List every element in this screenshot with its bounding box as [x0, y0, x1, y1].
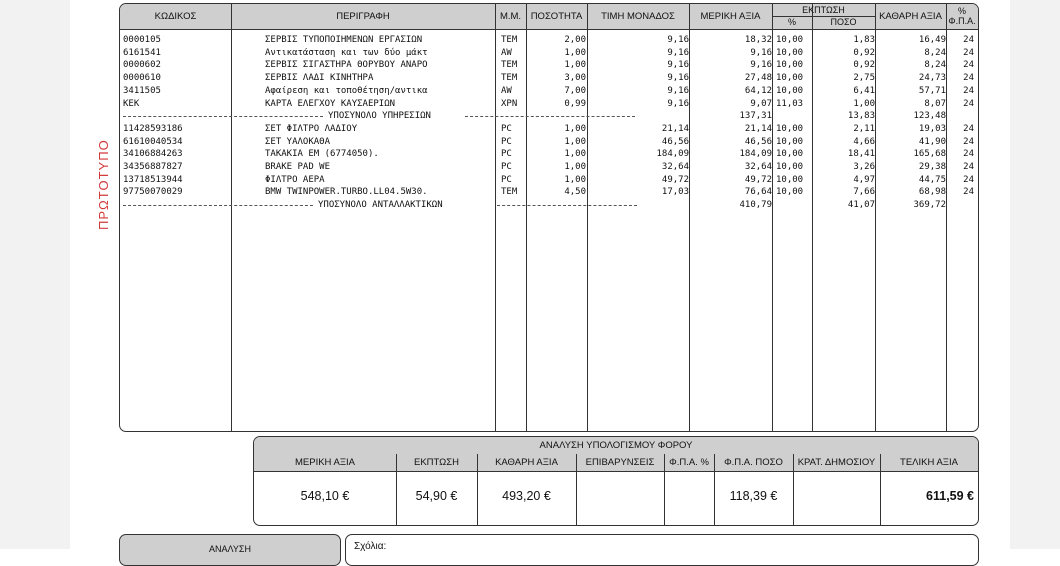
cell-dpct: 10,00 [776, 136, 804, 147]
tax-divider [664, 454, 665, 525]
table-row [120, 123, 978, 136]
subtotal-damt: 13,83 [847, 111, 875, 122]
cell-price: 9,16 [667, 35, 689, 45]
header-vat-pct-top: % [957, 6, 966, 16]
cell-desc: Αφαίρεση και τοποθέτηση/αντικα [265, 85, 428, 96]
tax-col-partial: ΜΕΡΙΚΗ ΑΞΙΑ [294, 457, 356, 468]
cell-partial: 9,07 [750, 98, 772, 109]
cell-dpct: 11,03 [776, 98, 804, 109]
cell-desc: ΣΕΡΒΙΣ ΛΑΔΙ ΚΙΝΗΤΗΡΑ [265, 73, 374, 84]
cell-net: 41,90 [918, 136, 946, 147]
table-row [120, 186, 978, 199]
table-row [120, 59, 978, 72]
cell-vat: 24 [963, 187, 974, 198]
cell-damt: 0,92 [853, 60, 875, 71]
cell-price: 32,64 [661, 162, 689, 172]
cell-net: 16,49 [918, 35, 946, 45]
cell-price: 9,16 [667, 73, 689, 84]
table-row [120, 47, 978, 60]
tax-analysis-box [253, 436, 979, 526]
header-code: ΚΩΔΙΚΟΣ [154, 11, 197, 22]
cell-vat: 24 [963, 60, 974, 71]
cell-vat: 24 [963, 98, 974, 109]
tax-value-total: 611,59 € [926, 489, 974, 503]
cell-qty: 1,00 [564, 60, 586, 71]
cell-qty: 1,00 [564, 162, 586, 172]
cell-damt: 6,41 [853, 85, 875, 96]
cell-qty: 1,00 [564, 174, 586, 185]
cell-dpct: 10,00 [776, 162, 804, 172]
tax-col-net: ΚΑΘΑΡΗ ΑΞΙΑ [495, 457, 558, 468]
cell-price: 9,16 [667, 98, 689, 109]
cell-damt: 2,11 [853, 123, 875, 134]
cell-desc: ΤΑΚΑΚΙΑ ΕΜ (6774050). [265, 149, 379, 160]
cell-dpct: 10,00 [776, 187, 804, 198]
header-net-value: ΚΑΘΑΡΗ ΑΞΙΑ [879, 11, 942, 22]
tax-analysis-title: ΑΝΑΛΥΣΗ ΥΠΟΛΟΓΙΣΜΟΥ ΦΟΡΟΥ [254, 437, 978, 455]
cell-net: 29,38 [918, 162, 946, 172]
cell-dpct: 10,00 [776, 174, 804, 185]
cell-unit: AW [501, 85, 512, 96]
cell-desc: ΚΑΡΤΑ ΕΛΕΓΧΟΥ ΚΑΥΣΑΕΡΙΩΝ [265, 98, 396, 109]
cell-desc: ΦΙΛΤΡΟ ΑΕΡΑ [265, 174, 325, 185]
tax-col-charges: ΕΠΙΒΑΡΥΝΣΕΙΣ [585, 457, 655, 468]
cell-desc: BRAKE PAD WE [265, 162, 331, 172]
cell-code: 97750070029 [123, 187, 183, 198]
cell-qty: 1,00 [564, 47, 586, 58]
cell-unit: PC [501, 123, 512, 134]
notes-label: Σχόλια: [354, 541, 387, 552]
cell-damt: 1,83 [853, 35, 875, 45]
cell-dpct: 10,00 [776, 47, 804, 58]
table-row [120, 136, 978, 149]
header-discount-amount: ΠΟΣΟ [830, 17, 857, 27]
cell-net: 24,73 [918, 73, 946, 84]
cell-unit: ΧΡΝ [501, 98, 518, 109]
cell-unit: ΤΕΜ [501, 73, 518, 84]
cell-code: 13718513944 [123, 174, 183, 185]
header-discount-pct: % [787, 17, 796, 27]
analysis-label: ΑΝΑΛΥΣΗ [209, 544, 251, 554]
dashed-rule [497, 205, 637, 206]
table-row [120, 34, 978, 47]
cell-price: 184,09 [656, 149, 689, 160]
cell-partial: 18,32 [744, 35, 772, 45]
cell-damt: 3,26 [853, 162, 875, 172]
cell-code: 3411505 [123, 85, 161, 96]
header-vat-pct-bottom: Φ.Π.Α. [948, 16, 976, 26]
cell-partial: 184,09 [739, 149, 772, 160]
table-row [120, 85, 978, 98]
header-unit-price: ΤΙΜΗ ΜΟΝΑΔΟΣ [601, 11, 675, 22]
table-row [120, 148, 978, 161]
cell-net: 44,75 [918, 174, 946, 185]
items-table [119, 3, 979, 432]
cell-vat: 24 [963, 174, 974, 185]
header-quantity: ΠΟΣΟΤΗΤΑ [530, 11, 583, 22]
cell-vat: 24 [963, 47, 974, 58]
header-partial-value: ΜΕΡΙΚΗ ΑΞΙΑ [700, 11, 761, 22]
cell-code: 0000105 [123, 35, 161, 45]
cell-damt: 2,75 [853, 73, 875, 84]
original-stamp: ΠΡΩΤΟΤΥΠΟ [96, 139, 111, 230]
cell-dpct: 10,00 [776, 149, 804, 160]
cell-net: 8,24 [924, 60, 946, 71]
cell-dpct: 10,00 [776, 35, 804, 45]
dashed-rule [123, 116, 323, 117]
cell-price: 21,14 [661, 123, 689, 134]
cell-net: 57,71 [918, 85, 946, 96]
cell-qty: 1,00 [564, 136, 586, 147]
cell-unit: ΤΕΜ [501, 35, 518, 45]
cell-code: 34356887827 [123, 162, 183, 172]
cell-vat: 24 [963, 149, 974, 160]
cell-desc: ΣΕΤ ΥΑΛΟΚΑΘΑ [265, 136, 331, 147]
cell-damt: 4,66 [853, 136, 875, 147]
tax-value-discount: 54,90 € [415, 489, 458, 503]
cell-code: 0000602 [123, 60, 161, 71]
cell-unit: PC [501, 174, 512, 185]
tax-divider [793, 454, 794, 525]
cell-unit: ΤΕΜ [501, 60, 518, 71]
tax-col-vat-pct: Φ.Π.Α. % [669, 457, 709, 468]
cell-partial: 32,64 [744, 162, 772, 172]
cell-code: 0000610 [123, 73, 161, 84]
notes-box [345, 534, 979, 566]
tax-analysis-header [254, 454, 978, 472]
cell-net: 19,03 [918, 123, 946, 134]
table-row [120, 98, 978, 111]
table-row [120, 72, 978, 85]
cell-partial: 27,48 [744, 73, 772, 84]
dashed-rule [465, 116, 635, 117]
cell-qty: 1,00 [564, 149, 586, 160]
tax-value-partial: 548,10 € [300, 489, 350, 503]
cell-desc: ΣΕΡΒΙΣ ΤΥΠΟΠΟΙΗΜΕΝΩΝ ΕΡΓΑΣΙΩΝ [265, 35, 423, 45]
cell-unit: AW [501, 47, 512, 58]
cell-net: 8,07 [924, 98, 946, 109]
cell-code: 34106884263 [123, 149, 183, 160]
cell-qty: 3,00 [564, 73, 586, 84]
cell-partial: 64,12 [744, 85, 772, 96]
cell-qty: 0,99 [564, 98, 586, 109]
cell-partial: 76,64 [744, 187, 772, 198]
cell-net: 8,24 [924, 47, 946, 58]
tax-col-total: ΤΕΛΙΚΗ ΑΞΙΑ [900, 457, 958, 468]
cell-dpct: 10,00 [776, 123, 804, 134]
cell-code: ΚΕΚ [123, 98, 140, 109]
subtotal-partial: 137,31 [739, 111, 772, 122]
cell-vat: 24 [963, 85, 974, 96]
cell-price: 49,72 [661, 174, 689, 185]
cell-partial: 9,16 [750, 60, 772, 71]
tax-divider [576, 454, 577, 525]
right-margin [1010, 0, 1060, 549]
header-description: ΠΕΡΙΓΡΑΦΗ [336, 11, 390, 22]
cell-price: 9,16 [667, 85, 689, 96]
cell-qty: 7,00 [564, 85, 586, 96]
header-unit: Μ.Μ. [499, 11, 522, 22]
subtotal-services [120, 110, 978, 123]
cell-price: 9,16 [667, 47, 689, 58]
cell-partial: 21,14 [744, 123, 772, 134]
cell-vat: 24 [963, 73, 974, 84]
tax-value-net: 493,20 € [502, 489, 551, 503]
cell-dpct: 10,00 [776, 85, 804, 96]
subtotal-label: ΥΠΟΣΥΝΟΛΟ ΥΠΗΡΕΣΙΩΝ [328, 111, 431, 122]
cell-price: 46,56 [661, 136, 689, 147]
cell-qty: 2,00 [564, 35, 586, 45]
cell-dpct: 10,00 [776, 73, 804, 84]
subtotal-net: 123,48 [913, 111, 946, 122]
cell-desc: Αντικατάσταση και των δύο μάκτ [265, 47, 428, 58]
cell-code: 11428593186 [123, 123, 183, 134]
cell-unit: PC [501, 136, 512, 147]
tax-col-vat-amount: Φ.Π.Α. ΠΟΣΟ [724, 457, 783, 468]
tax-col-withholding: ΚΡΑΤ. ΔΗΜΟΣΙΟΥ [797, 457, 876, 468]
subtotal-net: 369,72 [913, 200, 946, 211]
cell-partial: 9,16 [750, 47, 772, 58]
cell-desc: ΣΕΡΒΙΣ ΣΙΓΑΣΤΗΡΑ ΘΟΡΥΒΟΥ ΑΝΑΡΟ [265, 60, 428, 71]
cell-vat: 24 [963, 162, 974, 172]
table-row [120, 161, 978, 174]
cell-qty: 1,00 [564, 123, 586, 134]
cell-partial: 46,56 [744, 136, 772, 147]
cell-desc: BMW TWINPOWER.TURBO.LL04.5W30. [265, 187, 428, 198]
cell-unit: ΤΕΜ [501, 187, 518, 198]
cell-unit: PC [501, 162, 512, 172]
cell-net: 165,68 [913, 149, 946, 160]
cell-damt: 4,97 [853, 174, 875, 185]
cell-price: 17,03 [661, 187, 689, 198]
tax-col-discount: ΕΚΠΤΩΣΗ [414, 457, 459, 468]
cell-qty: 4,50 [564, 187, 586, 198]
cell-dpct: 10,00 [776, 60, 804, 71]
cell-partial: 49,72 [744, 174, 772, 185]
subtotal-damt: 41,07 [847, 200, 875, 211]
cell-vat: 24 [963, 35, 974, 45]
cell-vat: 24 [963, 136, 974, 147]
cell-damt: 18,41 [847, 149, 875, 160]
tax-value-vat-amount: 118,39 € [729, 489, 778, 503]
table-row [120, 174, 978, 187]
cell-vat: 24 [963, 123, 974, 134]
cell-code: 6161541 [123, 47, 161, 58]
subtotal-parts [120, 199, 978, 212]
analysis-box [119, 534, 341, 566]
cell-damt: 1,00 [853, 98, 875, 109]
subtotal-label: ΥΠΟΣΥΝΟΛΟ ΑΝΤΑΛΛΑΚΤΙΚΩΝ [318, 200, 443, 211]
cell-desc: ΣΕΤ ΦΙΛΤΡΟ ΛΑΔΙΟΥ [265, 123, 358, 134]
header-discount: ΕΚΠΤΩΣΗ [802, 5, 845, 15]
cell-price: 9,16 [667, 60, 689, 71]
dashed-rule [123, 205, 313, 206]
cell-unit: PC [501, 149, 512, 160]
subtotal-partial: 410,79 [739, 200, 772, 211]
cell-net: 68,98 [918, 187, 946, 198]
cell-code: 61610040534 [123, 136, 183, 147]
cell-damt: 0,92 [853, 47, 875, 58]
cell-damt: 7,66 [853, 187, 875, 198]
left-margin [0, 0, 70, 549]
